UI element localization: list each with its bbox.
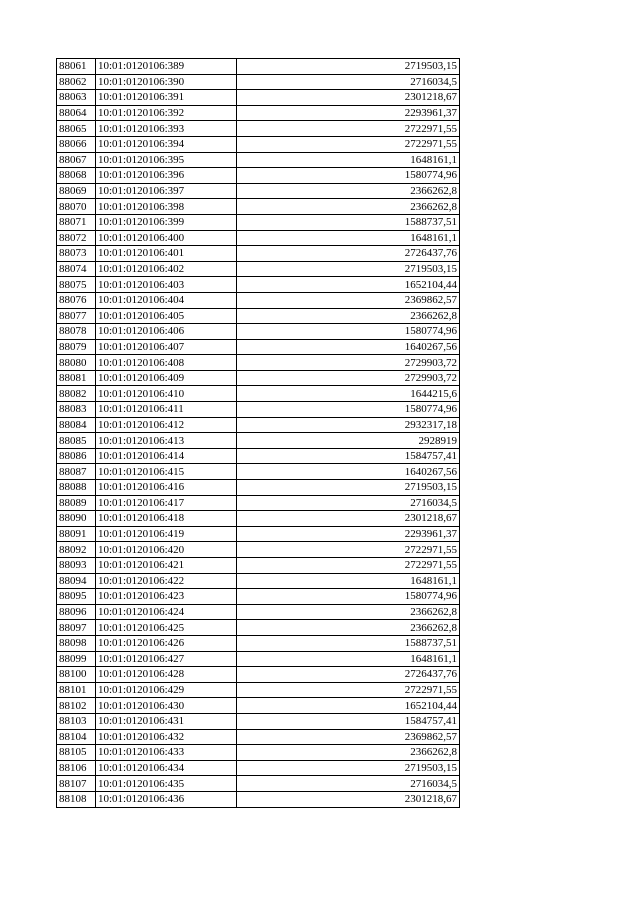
cadastral-number-cell: 10:01:0120106:410 <box>96 386 237 402</box>
cadastral-number-cell: 10:01:0120106:409 <box>96 370 237 386</box>
table-row <box>57 651 460 667</box>
row-number-cell: 88092 <box>57 542 96 558</box>
table-row <box>57 698 460 714</box>
value-cell: 2301218,67 <box>237 511 460 527</box>
value-cell: 2729903,72 <box>237 370 460 386</box>
row-number-cell: 88071 <box>57 214 96 230</box>
table-row <box>57 214 460 230</box>
value-cell: 1580774,96 <box>237 168 460 184</box>
row-number-cell: 88097 <box>57 620 96 636</box>
value-cell: 2366262,8 <box>237 199 460 215</box>
table-row <box>57 682 460 698</box>
table-row <box>57 152 460 168</box>
table-row <box>57 573 460 589</box>
row-number-cell: 88090 <box>57 511 96 527</box>
value-cell: 1588737,51 <box>237 214 460 230</box>
value-cell: 2366262,8 <box>237 745 460 761</box>
value-cell: 1644215,6 <box>237 386 460 402</box>
row-number-cell: 88077 <box>57 308 96 324</box>
value-cell: 2722971,55 <box>237 121 460 137</box>
cadastral-number-cell: 10:01:0120106:435 <box>96 776 237 792</box>
row-number-cell: 88065 <box>57 121 96 137</box>
table-row <box>57 355 460 371</box>
cadastral-number-cell: 10:01:0120106:394 <box>96 136 237 152</box>
cadastral-number-cell: 10:01:0120106:414 <box>96 448 237 464</box>
row-number-cell: 88082 <box>57 386 96 402</box>
cadastral-number-cell: 10:01:0120106:419 <box>96 526 237 542</box>
cadastral-number-cell: 10:01:0120106:400 <box>96 230 237 246</box>
row-number-cell: 88083 <box>57 402 96 418</box>
value-cell: 2369862,57 <box>237 292 460 308</box>
cadastral-number-cell: 10:01:0120106:423 <box>96 589 237 605</box>
cadastral-number-cell: 10:01:0120106:393 <box>96 121 237 137</box>
value-cell: 2722971,55 <box>237 542 460 558</box>
value-cell: 2366262,8 <box>237 183 460 199</box>
row-number-cell: 88063 <box>57 90 96 106</box>
cadastral-number-cell: 10:01:0120106:426 <box>96 635 237 651</box>
table-row <box>57 635 460 651</box>
cadastral-number-cell: 10:01:0120106:429 <box>96 682 237 698</box>
table-row <box>57 558 460 574</box>
table-row <box>57 370 460 386</box>
value-cell: 2366262,8 <box>237 308 460 324</box>
row-number-cell: 88066 <box>57 136 96 152</box>
value-cell: 1640267,56 <box>237 464 460 480</box>
row-number-cell: 88087 <box>57 464 96 480</box>
value-cell: 2293961,37 <box>237 105 460 121</box>
row-number-cell: 88105 <box>57 745 96 761</box>
cadastral-number-cell: 10:01:0120106:405 <box>96 308 237 324</box>
row-number-cell: 88080 <box>57 355 96 371</box>
value-cell: 2366262,8 <box>237 620 460 636</box>
table-row <box>57 121 460 137</box>
table-row <box>57 667 460 683</box>
value-cell: 2366262,8 <box>237 604 460 620</box>
row-number-cell: 88078 <box>57 324 96 340</box>
row-number-cell: 88100 <box>57 667 96 683</box>
cadastral-number-cell: 10:01:0120106:432 <box>96 729 237 745</box>
cadastral-number-cell: 10:01:0120106:416 <box>96 480 237 496</box>
table-row <box>57 464 460 480</box>
cadastral-number-cell: 10:01:0120106:411 <box>96 402 237 418</box>
value-cell: 2301218,67 <box>237 791 460 807</box>
table-row <box>57 448 460 464</box>
table-row <box>57 261 460 277</box>
cadastral-number-cell: 10:01:0120106:428 <box>96 667 237 683</box>
cadastral-number-cell: 10:01:0120106:436 <box>96 791 237 807</box>
row-number-cell: 88061 <box>57 59 96 75</box>
table-row <box>57 324 460 340</box>
value-cell: 2932317,18 <box>237 417 460 433</box>
row-number-cell: 88098 <box>57 635 96 651</box>
value-cell: 1648161,1 <box>237 230 460 246</box>
value-cell: 1652104,44 <box>237 277 460 293</box>
table-row <box>57 386 460 402</box>
value-cell: 2719503,15 <box>237 480 460 496</box>
cadastral-number-cell: 10:01:0120106:425 <box>96 620 237 636</box>
value-cell: 2301218,67 <box>237 90 460 106</box>
table-row <box>57 526 460 542</box>
row-number-cell: 88076 <box>57 292 96 308</box>
value-cell: 2716034,5 <box>237 776 460 792</box>
cadastral-number-cell: 10:01:0120106:391 <box>96 90 237 106</box>
row-number-cell: 88067 <box>57 152 96 168</box>
table-row <box>57 480 460 496</box>
table-row <box>57 199 460 215</box>
cadastral-number-cell: 10:01:0120106:415 <box>96 464 237 480</box>
value-cell: 1584757,41 <box>237 713 460 729</box>
value-cell: 1640267,56 <box>237 339 460 355</box>
cadastral-number-cell: 10:01:0120106:433 <box>96 745 237 761</box>
row-number-cell: 88074 <box>57 261 96 277</box>
value-cell: 1652104,44 <box>237 698 460 714</box>
value-cell: 1580774,96 <box>237 589 460 605</box>
cadastral-number-cell: 10:01:0120106:420 <box>96 542 237 558</box>
cadastral-number-cell: 10:01:0120106:418 <box>96 511 237 527</box>
table-row <box>57 168 460 184</box>
value-cell: 1648161,1 <box>237 152 460 168</box>
value-cell: 2293961,37 <box>237 526 460 542</box>
row-number-cell: 88084 <box>57 417 96 433</box>
row-number-cell: 88106 <box>57 760 96 776</box>
value-cell: 2726437,76 <box>237 667 460 683</box>
cadastral-number-cell: 10:01:0120106:412 <box>96 417 237 433</box>
value-cell: 1580774,96 <box>237 402 460 418</box>
row-number-cell: 88073 <box>57 246 96 262</box>
value-cell: 1648161,1 <box>237 651 460 667</box>
cadastral-number-cell: 10:01:0120106:407 <box>96 339 237 355</box>
cadastral-number-cell: 10:01:0120106:389 <box>96 59 237 75</box>
cadastral-number-cell: 10:01:0120106:413 <box>96 433 237 449</box>
value-cell: 2726437,76 <box>237 246 460 262</box>
row-number-cell: 88070 <box>57 199 96 215</box>
row-number-cell: 88104 <box>57 729 96 745</box>
value-cell: 2716034,5 <box>237 74 460 90</box>
cadastral-number-cell: 10:01:0120106:406 <box>96 324 237 340</box>
cadastral-number-cell: 10:01:0120106:392 <box>96 105 237 121</box>
cadastral-number-cell: 10:01:0120106:395 <box>96 152 237 168</box>
table-row <box>57 589 460 605</box>
cadastral-number-cell: 10:01:0120106:417 <box>96 495 237 511</box>
table-row <box>57 620 460 636</box>
cadastral-number-cell: 10:01:0120106:434 <box>96 760 237 776</box>
row-number-cell: 88101 <box>57 682 96 698</box>
value-cell: 2928919 <box>237 433 460 449</box>
table-row <box>57 74 460 90</box>
cadastral-number-cell: 10:01:0120106:390 <box>96 74 237 90</box>
row-number-cell: 88095 <box>57 589 96 605</box>
cadastral-number-cell: 10:01:0120106:430 <box>96 698 237 714</box>
table-row <box>57 760 460 776</box>
table-row <box>57 90 460 106</box>
cadastral-number-cell: 10:01:0120106:427 <box>96 651 237 667</box>
value-cell: 1588737,51 <box>237 635 460 651</box>
value-cell: 2369862,57 <box>237 729 460 745</box>
table-row <box>57 745 460 761</box>
row-number-cell: 88086 <box>57 448 96 464</box>
table-row <box>57 339 460 355</box>
table-row <box>57 542 460 558</box>
cadastral-value-table <box>56 58 460 808</box>
table-row <box>57 277 460 293</box>
cadastral-number-cell: 10:01:0120106:397 <box>96 183 237 199</box>
cadastral-number-cell: 10:01:0120106:431 <box>96 713 237 729</box>
cadastral-number-cell: 10:01:0120106:422 <box>96 573 237 589</box>
table-row <box>57 59 460 75</box>
table-row <box>57 791 460 807</box>
value-cell: 2719503,15 <box>237 59 460 75</box>
value-cell: 2716034,5 <box>237 495 460 511</box>
value-cell: 2729903,72 <box>237 355 460 371</box>
cadastral-number-cell: 10:01:0120106:401 <box>96 246 237 262</box>
row-number-cell: 88075 <box>57 277 96 293</box>
table-row <box>57 604 460 620</box>
row-number-cell: 88079 <box>57 339 96 355</box>
row-number-cell: 88103 <box>57 713 96 729</box>
table-row <box>57 136 460 152</box>
table-row <box>57 776 460 792</box>
cadastral-number-cell: 10:01:0120106:421 <box>96 558 237 574</box>
cadastral-number-cell: 10:01:0120106:404 <box>96 292 237 308</box>
table-row <box>57 292 460 308</box>
table-row <box>57 729 460 745</box>
table-row <box>57 308 460 324</box>
table-row <box>57 713 460 729</box>
value-cell: 2719503,15 <box>237 261 460 277</box>
row-number-cell: 88081 <box>57 370 96 386</box>
row-number-cell: 88096 <box>57 604 96 620</box>
row-number-cell: 88085 <box>57 433 96 449</box>
row-number-cell: 88088 <box>57 480 96 496</box>
table-row <box>57 495 460 511</box>
row-number-cell: 88102 <box>57 698 96 714</box>
row-number-cell: 88094 <box>57 573 96 589</box>
value-cell: 1648161,1 <box>237 573 460 589</box>
table-row <box>57 183 460 199</box>
row-number-cell: 88089 <box>57 495 96 511</box>
value-cell: 2722971,55 <box>237 682 460 698</box>
row-number-cell: 88062 <box>57 74 96 90</box>
cadastral-number-cell: 10:01:0120106:408 <box>96 355 237 371</box>
value-cell: 1584757,41 <box>237 448 460 464</box>
cadastral-number-cell: 10:01:0120106:396 <box>96 168 237 184</box>
cadastral-number-cell: 10:01:0120106:398 <box>96 199 237 215</box>
value-cell: 2722971,55 <box>237 136 460 152</box>
table-row <box>57 246 460 262</box>
row-number-cell: 88093 <box>57 558 96 574</box>
table-row <box>57 230 460 246</box>
table-row <box>57 511 460 527</box>
row-number-cell: 88068 <box>57 168 96 184</box>
value-cell: 2722971,55 <box>237 558 460 574</box>
row-number-cell: 88099 <box>57 651 96 667</box>
row-number-cell: 88108 <box>57 791 96 807</box>
row-number-cell: 88069 <box>57 183 96 199</box>
value-cell: 2719503,15 <box>237 760 460 776</box>
cadastral-number-cell: 10:01:0120106:399 <box>96 214 237 230</box>
row-number-cell: 88091 <box>57 526 96 542</box>
cadastral-number-cell: 10:01:0120106:424 <box>96 604 237 620</box>
table-row <box>57 105 460 121</box>
value-cell: 1580774,96 <box>237 324 460 340</box>
table-row <box>57 402 460 418</box>
row-number-cell: 88072 <box>57 230 96 246</box>
cadastral-number-cell: 10:01:0120106:402 <box>96 261 237 277</box>
table-row <box>57 433 460 449</box>
table-body <box>57 59 460 808</box>
row-number-cell: 88064 <box>57 105 96 121</box>
table-row <box>57 417 460 433</box>
cadastral-number-cell: 10:01:0120106:403 <box>96 277 237 293</box>
row-number-cell: 88107 <box>57 776 96 792</box>
